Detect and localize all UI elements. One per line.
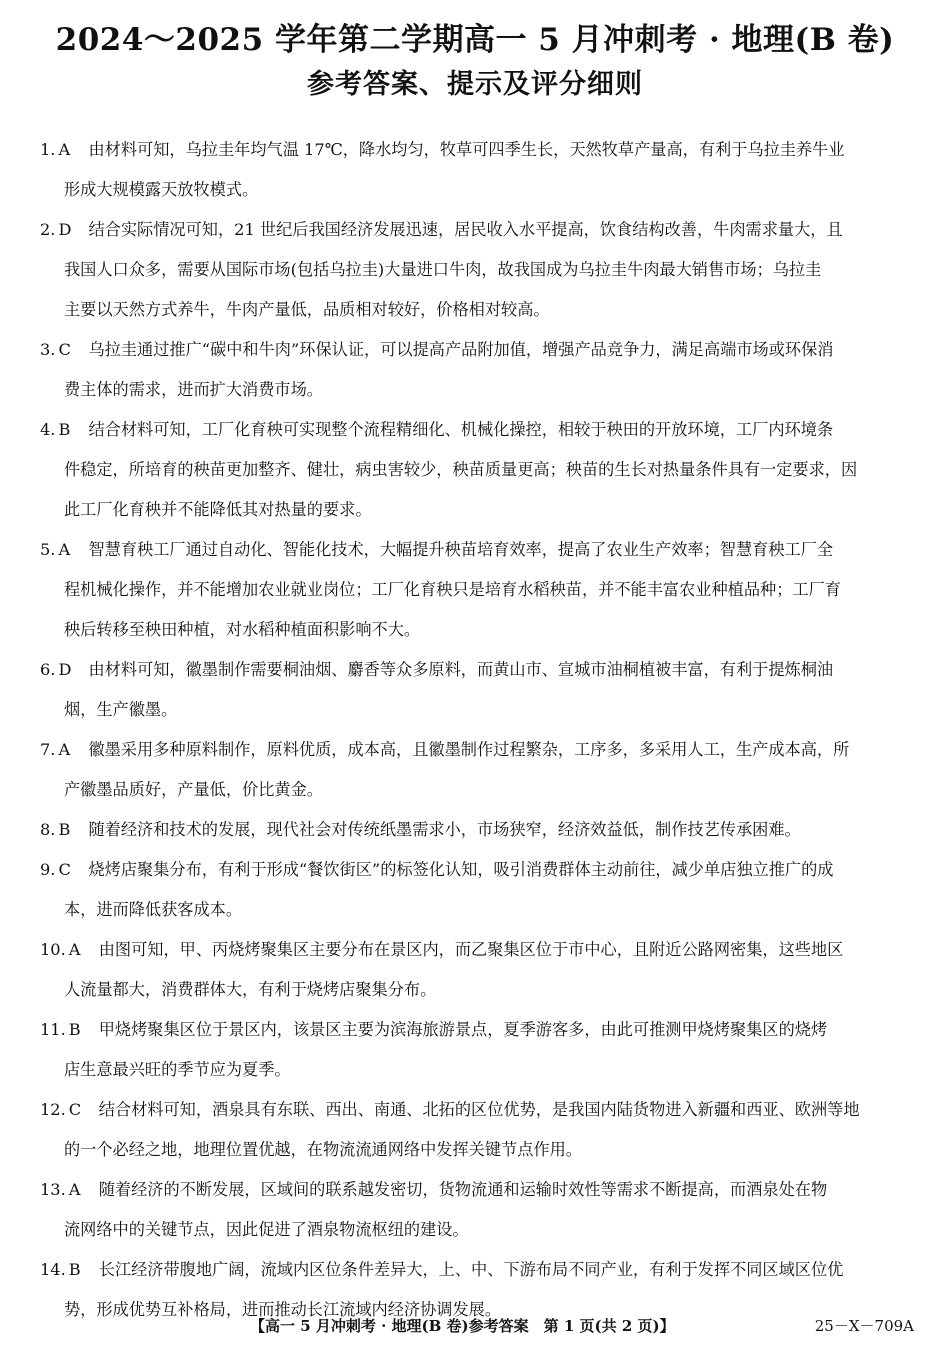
- explanation-text: 结合实际情况可知，21 世纪后我国经济发展迅速，居民收入水平提高，饮食结构改善，牛肉需求量大，且: [88, 220, 843, 239]
- answer-letter: A: [68, 940, 81, 959]
- answer-letter: D: [58, 660, 72, 679]
- answer-line: [40, 1170, 910, 1210]
- answer-item: [40, 1090, 910, 1170]
- answer-line: [40, 530, 910, 570]
- answer-line: [40, 1130, 910, 1170]
- explanation-text: 随着经济和技术的发展，现代社会对传统纸墨需求小，市场狭窄，经济效益低，制作技艺传承困难。: [88, 820, 801, 839]
- explanation-text: 的一个必经之地，地理位置优越，在物流流通网络中发挥关键节点作用。: [64, 1140, 582, 1159]
- footer-code: 25－X－709A: [814, 1317, 914, 1335]
- answer-letter: B: [58, 420, 71, 439]
- answer-line: [40, 210, 910, 250]
- explanation-text: 甲烧烤聚集区位于景区内，该景区主要为滨海旅游景点，夏季游客多，由此可推测甲烧烤聚集区的烧烤: [98, 1020, 828, 1039]
- explanation-text: 由材料可知，乌拉圭年均气温 17℃，降水均匀，牧草可四季生长，天然牧草产量高，有利于乌拉圭养牛业: [88, 140, 845, 159]
- answer-item: [40, 530, 910, 650]
- answer-line: [40, 1090, 910, 1130]
- answer-letter: A: [58, 140, 71, 159]
- explanation-text: 智慧育秧工厂通过自动化、智能化技术，大幅提升秧苗培育效率，提高了农业生产效率；智慧育秧工厂全: [88, 540, 834, 559]
- answer-letter: A: [58, 540, 71, 559]
- explanation-text: 人流量都大，消费群体大，有利于烧烤店聚集分布。: [64, 980, 437, 999]
- question-number: 9.: [40, 860, 56, 879]
- answer-line: [40, 370, 910, 410]
- question-number: 11.: [40, 1020, 66, 1039]
- answer-line: [40, 130, 910, 170]
- answer-line: [40, 890, 910, 930]
- question-number: 1.: [40, 140, 56, 159]
- explanation-text: 件稳定，所培育的秧苗更加整齐、健壮，病虫害较少，秧苗质量更高；秧苗的生长对热量条件具有一定要求，因: [64, 460, 858, 479]
- answer-item: [40, 850, 910, 930]
- answer-list: [40, 130, 910, 1330]
- answer-line: [40, 930, 910, 970]
- explanation-text: 长江经济带腹地广阔，流域内区位条件差异大，上、中、下游布局不同产业，有利于发挥不同区域区位优: [98, 1260, 844, 1279]
- explanation-text: 本，进而降低获客成本。: [64, 900, 243, 919]
- answer-item: [40, 210, 910, 330]
- answer-line: [40, 610, 910, 650]
- answer-line: [40, 810, 910, 850]
- answer-letter: A: [68, 1180, 81, 1199]
- explanation-text: 产徽墨品质好，产量低，价比黄金。: [64, 780, 323, 799]
- explanation-text: 店生意最兴旺的季节应为夏季。: [64, 1060, 291, 1079]
- explanation-text: 此工厂化育秧并不能降低其对热量的要求。: [64, 500, 372, 519]
- answer-line: [40, 770, 910, 810]
- answer-line: [40, 730, 910, 770]
- answer-line: [40, 290, 910, 330]
- answer-item: [40, 130, 910, 210]
- explanation-text: 势，形成优势互补格局，进而推动长江流域内经济协调发展。: [64, 1300, 502, 1319]
- answer-item: [40, 730, 910, 810]
- explanation-text: 由材料可知，徽墨制作需要桐油烟、麝香等众多原料，而黄山市、宣城市油桐植被丰富，有利于提炼桐油: [88, 660, 834, 679]
- answer-line: [40, 170, 910, 210]
- question-number: 14.: [40, 1260, 66, 1279]
- footer-page-info: 【高一 5 月冲刺考 · 地理(B 卷)参考答案 第 1 页(共 2 页)】: [250, 1317, 675, 1335]
- answer-line: [40, 970, 910, 1010]
- answer-item: [40, 1010, 910, 1090]
- answer-line: [40, 450, 910, 490]
- question-number: 12.: [40, 1100, 66, 1119]
- answer-item: [40, 810, 910, 850]
- explanation-text: 费主体的需求，进而扩大消费市场。: [64, 380, 323, 399]
- answer-letter: D: [58, 220, 72, 239]
- answer-letter: B: [68, 1260, 81, 1279]
- answer-line: [40, 1210, 910, 1250]
- answer-line: [40, 570, 910, 610]
- question-number: 2.: [40, 220, 56, 239]
- answer-line: [40, 690, 910, 730]
- explanation-text: 秧后转移至秧田种植，对水稻种植面积影响不大。: [64, 620, 421, 639]
- answer-item: [40, 1170, 910, 1250]
- question-number: 5.: [40, 540, 56, 559]
- explanation-text: 流网络中的关键节点，因此促进了酒泉物流枢纽的建设。: [64, 1220, 469, 1239]
- answer-item: [40, 930, 910, 1010]
- answer-letter: C: [58, 340, 71, 359]
- explanation-text: 徽墨采用多种原料制作，原料优质，成本高，且徽墨制作过程繁杂，工序多，多采用人工，生产成本高，所: [88, 740, 850, 759]
- question-number: 4.: [40, 420, 56, 439]
- explanation-text: 我国人口众多，需要从国际市场(包括乌拉圭)大量进口牛肉，故我国成为乌拉圭牛肉最大销售市场；乌拉圭: [64, 260, 822, 279]
- answer-line: [40, 1010, 910, 1050]
- answer-line: [40, 1050, 910, 1090]
- question-number: 6.: [40, 660, 56, 679]
- answer-letter: B: [58, 820, 71, 839]
- answer-line: [40, 250, 910, 290]
- explanation-text: 烧烤店聚集分布，有利于形成“餐饮街区”的标签化认知，吸引消费群体主动前往，减少单店独立推广的成: [88, 860, 834, 879]
- question-number: 7.: [40, 740, 56, 759]
- question-number: 10.: [40, 940, 66, 959]
- answer-item: [40, 330, 910, 410]
- question-number: 13.: [40, 1180, 66, 1199]
- page-subtitle: 参考答案、提示及评分细则: [307, 69, 643, 100]
- answer-item: [40, 410, 910, 530]
- explanation-text: 随着经济的不断发展，区域间的联系越发密切，货物流通和运输时效性等需求不断提高，而酒泉处在物: [98, 1180, 828, 1199]
- page-title: 2024～2025 学年第二学期高一 5 月冲刺考 · 地理(B 卷): [55, 22, 895, 58]
- explanation-text: 由图可知，甲、丙烧烤聚集区主要分布在景区内，而乙聚集区位于市中心，且附近公路网密集，这些地区: [98, 940, 844, 959]
- answer-line: [40, 410, 910, 450]
- explanation-text: 结合材料可知，工厂化育秧可实现整个流程精细化、机械化操控，相较于秧田的开放环境，工厂内环境条: [88, 420, 834, 439]
- explanation-text: 结合材料可知，酒泉具有东联、西出、南通、北拓的区位优势，是我国内陆货物进入新疆和西亚、欧洲等地: [98, 1100, 860, 1119]
- explanation-text: 乌拉圭通过推广“碳中和牛肉”环保认证，可以提高产品附加值，增强产品竞争力，满足高端市场或环保消: [88, 340, 834, 359]
- answer-line: [40, 1250, 910, 1290]
- answer-item: [40, 650, 910, 730]
- explanation-text: 主要以天然方式养牛，牛肉产量低，品质相对较好，价格相对较高。: [64, 300, 550, 319]
- answer-letter: B: [68, 1020, 81, 1039]
- question-number: 3.: [40, 340, 56, 359]
- explanation-text: 烟，生产徽墨。: [64, 700, 178, 719]
- answer-line: [40, 650, 910, 690]
- answer-letter: C: [68, 1100, 82, 1119]
- question-number: 8.: [40, 820, 56, 839]
- answer-line: [40, 490, 910, 530]
- answer-line: [40, 850, 910, 890]
- explanation-text: 程机械化操作，并不能增加农业就业岗位；工厂化育秧只是培育水稻秧苗，并不能丰富农业种植品种；工厂育: [64, 580, 841, 599]
- answer-letter: C: [58, 860, 71, 879]
- answer-line: [40, 330, 910, 370]
- answer-letter: A: [58, 740, 71, 759]
- explanation-text: 形成大规模露天放牧模式。: [64, 180, 259, 199]
